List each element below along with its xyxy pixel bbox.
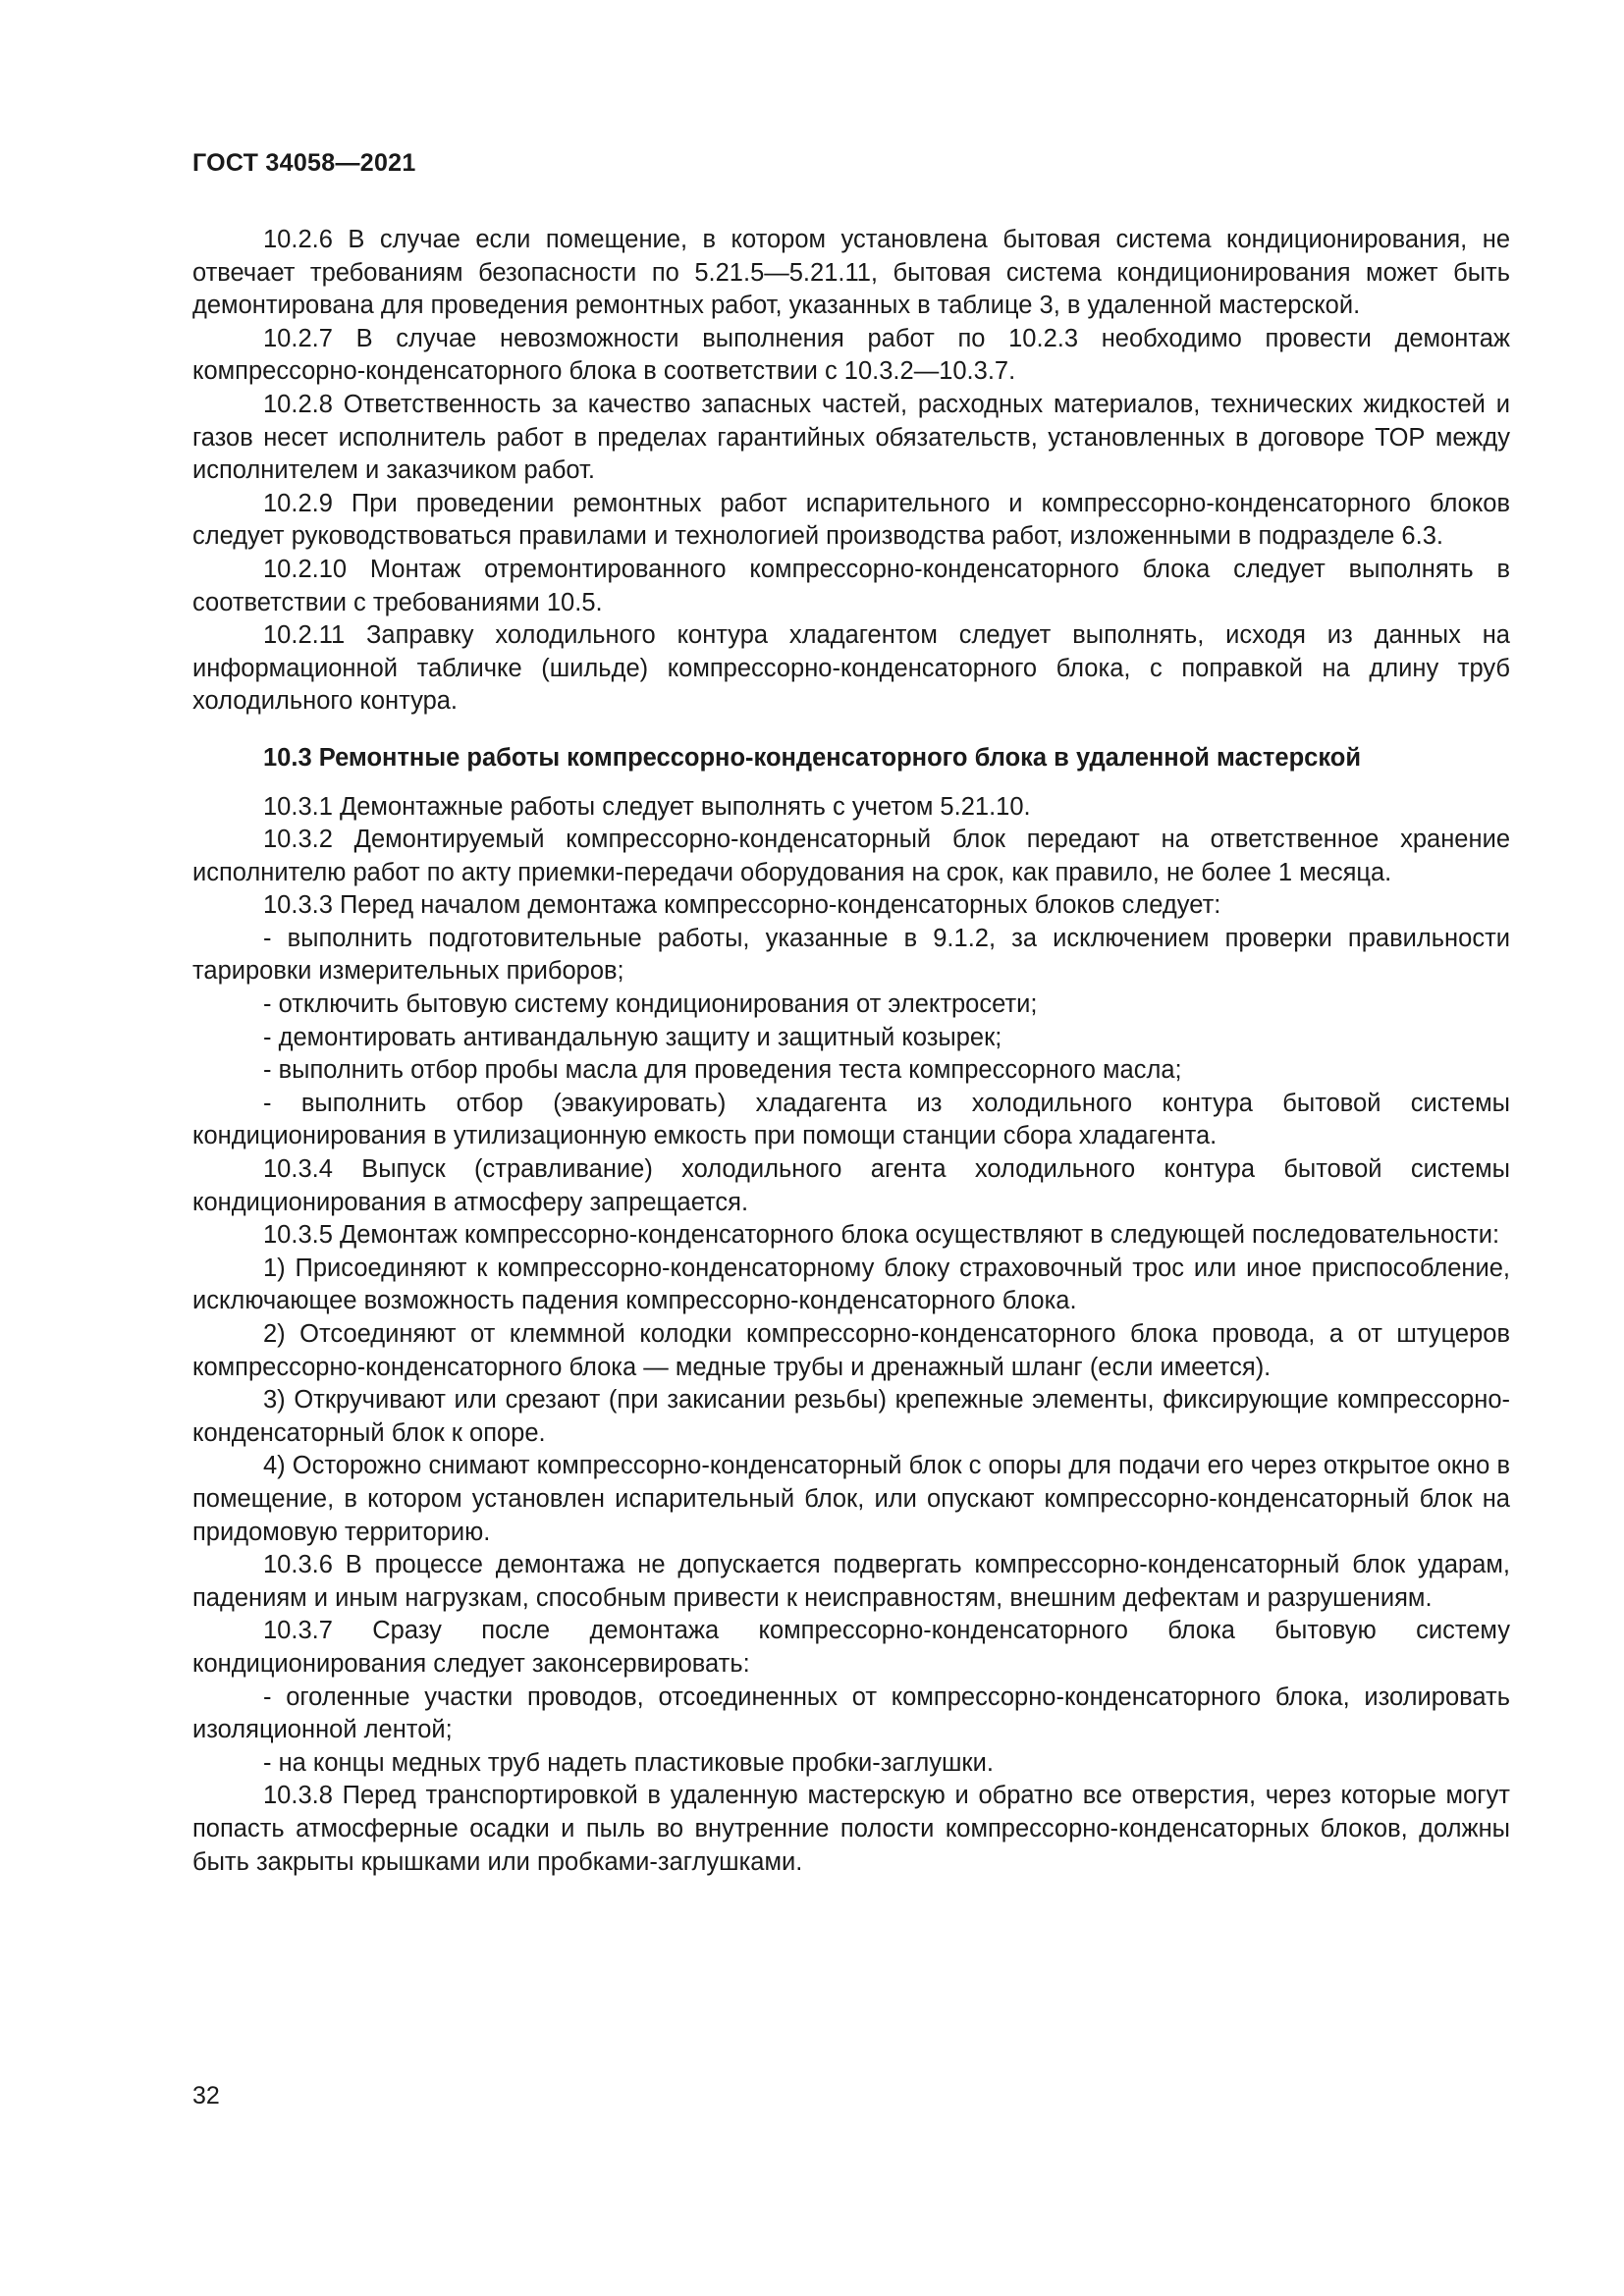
numbered-step: 3) Откручивают или срезают (при закисании резьбы) крепежные элементы, фиксирующие компрессорно-конденсаторный блок к опоре. xyxy=(192,1386,1510,1447)
document-code: ГОСТ 34058—2021 xyxy=(192,149,416,177)
paragraph-10-3-6: 10.3.6 В процессе демонтажа не допускается подвергать компрессорно-конденсаторный блок ударам, падениям и иным нагрузкам, способным привести к неисправностям, внешним дефектам и разрушениям. xyxy=(192,1551,1510,1612)
numbered-step: 1) Присоединяют к компрессорно-конденсаторному блоку страховочный трос или иное приспособление, исключающее возможность падения компрессорно-конденсаторного блока. xyxy=(192,1254,1510,1315)
paragraph-10-3-2: 10.3.2 Демонтируемый компрессорно-конденсаторный блок передают на ответственное хранение исполнителю работ по акту приемки-передачи оборудования на срок, как правило, не более 1 месяца. xyxy=(192,826,1510,886)
list-item: - на концы медных труб надеть пластиковые пробки-заглушки. xyxy=(263,1748,994,1777)
list-item: - демонтировать антивандальную защиту и защитный козырек; xyxy=(263,1023,1002,1051)
paragraph-10-2-7: 10.2.7 В случае невозможности выполнения работ по 10.2.3 необходимо провести демонтаж компрессорно-конденсаторного блока в соответствии с 10.3.2—10.3.7. xyxy=(192,324,1510,386)
paragraph-10-3-8: 10.3.8 Перед транспортировкой в удаленную мастерскую и обратно все отверстия, через которые могут попасть атмосферные осадки и пыль во внутренние полости компрессорно-конденсаторных блоков, должны быть закрыты крышками или пробками-заглушками. xyxy=(192,1782,1510,1876)
paragraph-10-2-11: 10.2.11 Заправку холодильного контура хладагентом следует выполнять, исходя из данных на информационной табличке (шильде) компрессорно-конденсаторного блока, с поправкой на длину труб холодильного контура. xyxy=(192,621,1510,716)
list-item: - отключить бытовую систему кондиционирования от электросети; xyxy=(263,990,1038,1019)
list-item: - выполнить отбор (эвакуировать) хладагента из холодильного контура бытовой системы кондиционирования в утилизационную емкость при помощи станции сбора хладагента. xyxy=(192,1089,1510,1150)
paragraph-10-2-8: 10.2.8 Ответственность за качество запасных частей, расходных материалов, технических жидкостей и газов несет исполнитель работ в пределах гарантийных обязательств, установленных в договоре ТОР между исполнителем и заказчиком работ. xyxy=(192,390,1510,485)
list-item: - оголенные участки проводов, отсоединенных от компрессорно-конденсаторного блока, изолировать изоляционной лентой; xyxy=(192,1682,1510,1744)
paragraph-10-2-10: 10.2.10 Монтаж отремонтированного компрессорно-конденсаторного блока следует выполнять в соответствии с требованиями 10.5. xyxy=(192,555,1510,616)
paragraph-10-3-3: 10.3.3 Перед началом демонтажа компрессорно-конденсаторных блоков следует: xyxy=(263,891,1221,920)
paragraph-10-3-4: 10.3.4 Выпуск (стравливание) холодильного агента холодильного контура бытовой системы кондиционирования в атмосферу запрещается. xyxy=(192,1155,1510,1216)
page-number: 32 xyxy=(192,2082,220,2109)
paragraph-10-3-7: 10.3.7 Сразу после демонтажа компрессорно-конденсаторного блока бытовую систему кондиционирования следует законсервировать: xyxy=(192,1617,1510,1678)
paragraph-10-2-9: 10.2.9 При проведении ремонтных работ испарительного и компрессорно-конденсаторного блоков следует руководствоваться правилами и технологией производства работ, изложенными в подразделе 6.3. xyxy=(192,489,1510,551)
document-body xyxy=(192,224,1510,1879)
numbered-step: 2) Отсоединяют от клеммной колодки компрессорно-конденсаторного блока провода, а от штуцеров компрессорно-конденсаторного блока — медные трубы и дренажный шланг (если имеется). xyxy=(192,1320,1510,1381)
paragraph-10-3-1: 10.3.1 Демонтажные работы следует выполнять с учетом 5.21.10. xyxy=(263,792,1031,821)
section-heading-10-3: 10.3 Ремонтные работы компрессорно-конденсаторного блока в удаленной мастерской xyxy=(263,743,1362,772)
paragraph-10-2-6: 10.2.6 В случае если помещение, в котором установлена бытовая система кондиционирования, не отвечает требованиям безопасности по 5.21.5—5.21.11, бытовая система кондиционирования может быть демонтирована для проведения ремонтных работ, указанных в таблице 3, в удаленной мастерской. xyxy=(192,226,1510,320)
list-item: - выполнить подготовительные работы, указанные в 9.1.2, за исключением проверки правильности тарировки измерительных приборов; xyxy=(192,924,1510,986)
numbered-step: 4) Осторожно снимают компрессорно-конденсаторный блок с опоры для подачи его через открытое окно в помещение, в котором установлен испарительный блок, или опускают компрессорно-конденсаторный блок на придомовую территорию. xyxy=(192,1452,1510,1546)
list-item: - выполнить отбор пробы масла для проведения теста компрессорного масла; xyxy=(263,1056,1182,1085)
paragraph-10-3-5: 10.3.5 Демонтаж компрессорно-конденсаторного блока осуществляют в следующей последовательности: xyxy=(263,1221,1500,1250)
